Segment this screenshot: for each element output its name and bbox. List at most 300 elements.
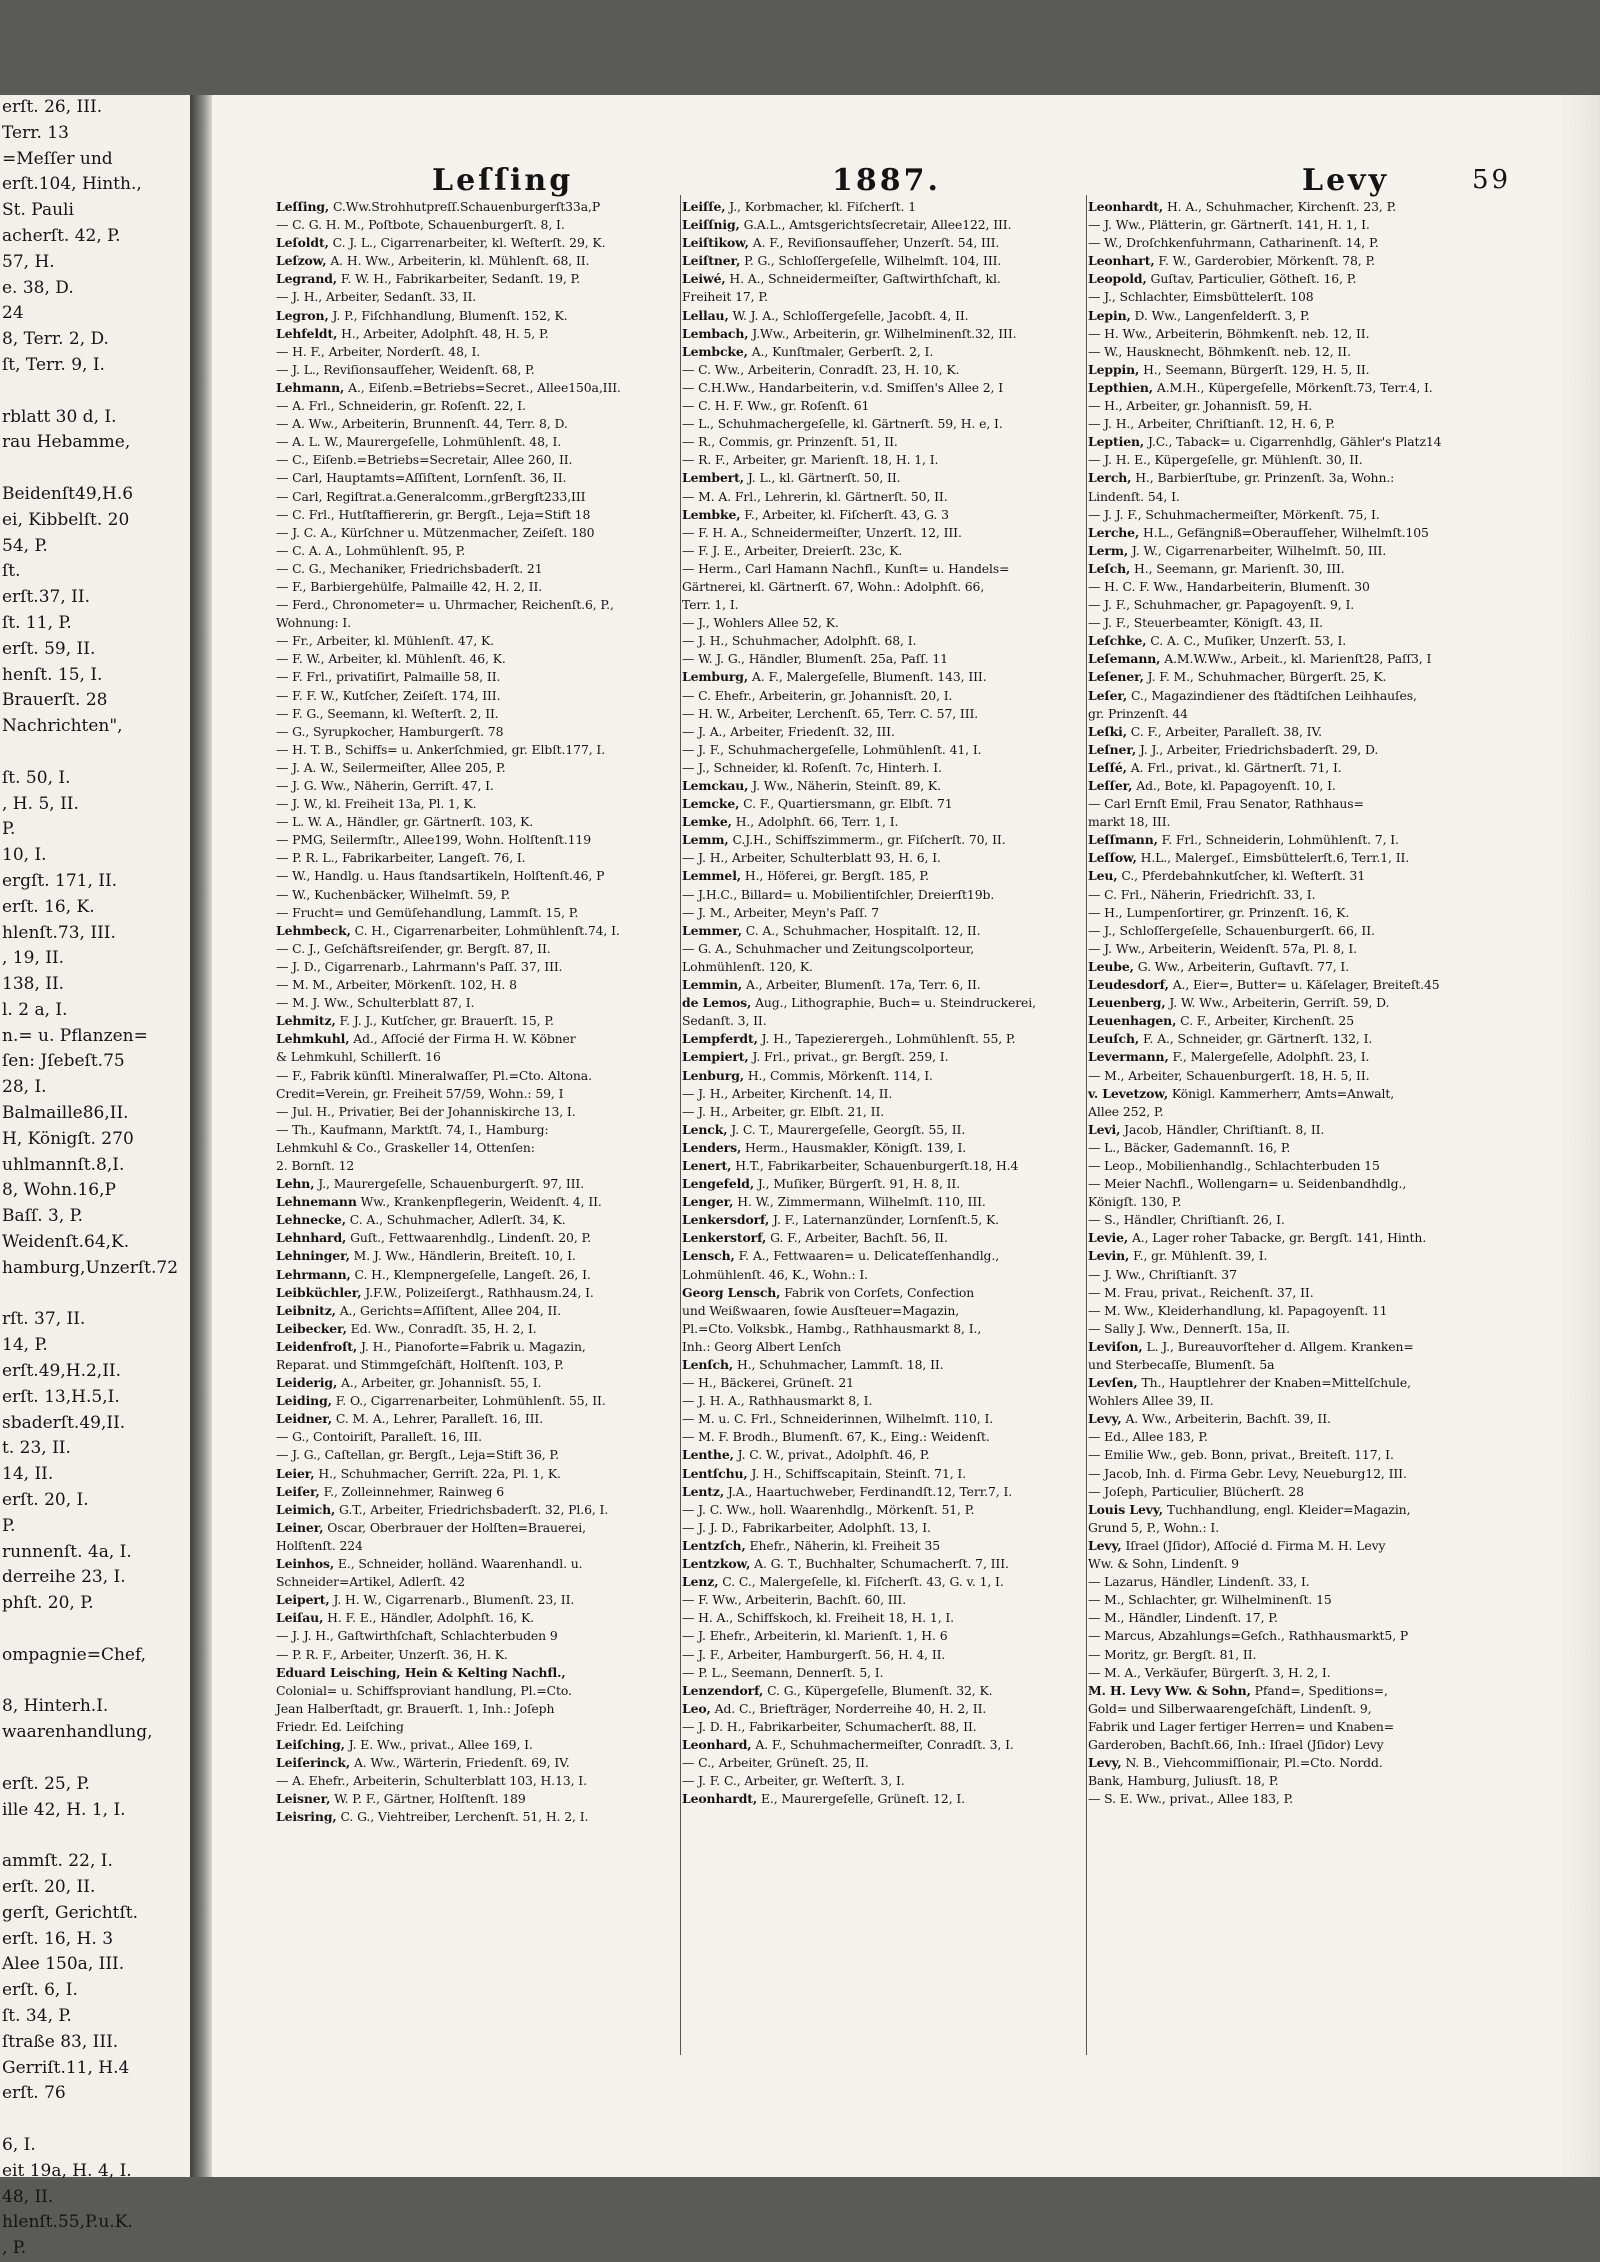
entry-details: — J. J. F., Schuhmachermeiſter, Mörkenſt. 75, I. [1088, 506, 1380, 522]
entry-surname: Leibküchler, [276, 1284, 362, 1300]
entry-surname: Levy, [1088, 1755, 1122, 1771]
prev-page-line: waarenhandlung, [2, 1722, 153, 1743]
entry-details: F. J. J., Kutſcher, gr. Brauerſt. 15, P. [335, 1013, 554, 1029]
entry-surname: Lepthien, [1088, 379, 1154, 395]
directory-entry [276, 325, 678, 343]
directory-entry [682, 469, 1084, 487]
directory-entry [1088, 994, 1508, 1012]
directory-entry [276, 1537, 678, 1555]
entry-surname: Lepin, [1088, 307, 1131, 323]
entry-surname: Lellau, [682, 307, 729, 323]
directory-entry [682, 886, 1084, 904]
prev-page-line: hlenſt.73, III. [2, 922, 116, 943]
entry-details: Ed. Ww., Conradſt. 35, H. 2, I. [346, 1320, 537, 1336]
entry-surname: Leſch, [1088, 560, 1131, 576]
entry-details: Ad., Bote, kl. Papagoyenſt. 10, I. [1132, 778, 1336, 793]
directory-entry [682, 1537, 1084, 1555]
entry-details: — A. Ehefr., Arbeiterin, Schulterblatt 103, H.13, I. [276, 1773, 587, 1789]
directory-entry [682, 1609, 1084, 1627]
directory-entry [682, 1302, 1084, 1320]
entry-surname: Leonhard, [682, 1736, 752, 1752]
prev-page-line: 8, Terr. 2, D. [2, 329, 109, 350]
directory-entry [682, 1555, 1084, 1573]
directory-entry [682, 1320, 1084, 1338]
entry-details: und Weißwaaren, ſowie Ausſteuer=Magazin, [682, 1302, 960, 1318]
entry-details: — G., Syrupkocher, Hamburgerſt. 78 [276, 723, 504, 739]
directory-entry [1088, 759, 1508, 777]
directory-entry [276, 1356, 678, 1374]
directory-entry [1088, 1627, 1508, 1645]
entry-surname: Leidner, [276, 1411, 332, 1427]
directory-entry [682, 1012, 1084, 1030]
entry-details: Th., Hauptlehrer der Knaben=Mittelſchule, [1137, 1375, 1411, 1391]
prev-page-line: 6, I. [2, 2134, 36, 2155]
entry-surname: Leidenfroſt, [276, 1338, 358, 1354]
entry-details: A., Arbeiter, Blumenſt. 17a, Terr. 6, II. [742, 977, 981, 993]
entry-details: — J. C. Ww., holl. Waarenhdlg., Mörkenſt. 51, P. [682, 1501, 975, 1517]
entry-details: Wohnung: I. [276, 615, 352, 631]
directory-entry [1088, 288, 1508, 306]
entry-surname: Lenburg, [682, 1067, 744, 1083]
directory-entry [682, 994, 1084, 1012]
entry-surname: Levſen, [1088, 1375, 1138, 1391]
entry-details: Sedanſt. 3, II. [682, 1013, 767, 1029]
entry-details: — J. Ww., Chriſtianſt. 37 [1088, 1266, 1237, 1282]
directory-entry [682, 976, 1084, 994]
prev-page-line: erſt. 25, P. [2, 1773, 90, 1794]
entry-surname: Leonhart, [1088, 253, 1155, 269]
entry-details: — F. J. E., Arbeiter, Dreierſt. 23c, K. [682, 542, 903, 558]
directory-entry [276, 759, 678, 777]
entry-surname: Leiſtner, [682, 253, 741, 269]
directory-entry [276, 578, 678, 596]
entry-details: A. F., Schuhmachermeiſter, Conradſt. 3, I. [751, 1736, 1014, 1752]
directory-entry [682, 687, 1084, 705]
prev-page-line: erſt. 26, III. [2, 97, 103, 117]
entry-details: — Jacob, Inh. d. Firma Gebr. Levy, Neueburg12, III. [1088, 1465, 1407, 1481]
entry-details: J. H., Schiffscapitain, Steinſt. 71, I. [747, 1465, 967, 1481]
entry-surname: Leſoldt, [276, 235, 329, 251]
entry-details: Garderoben, Bachſt.66, Inh.: Iſrael (Jſidor) Levy [1088, 1736, 1384, 1752]
prev-page-line: Terr. 13 [2, 122, 69, 143]
directory-column-1 [276, 198, 678, 2098]
entry-surname: Leimich, [276, 1501, 336, 1517]
entry-details: Iſrael (Jſidor), Aſſocié d. Firma M. H. Levy [1121, 1537, 1386, 1553]
directory-entry [276, 940, 678, 958]
entry-details: F., Zolleinnehmer, Rainweg 6 [319, 1483, 505, 1499]
prev-page-line: erſt. 59, II. [2, 638, 96, 659]
directory-entry [276, 596, 678, 614]
directory-entry [682, 759, 1084, 777]
directory-entry [1088, 1519, 1508, 1537]
prev-page-line: Balmaille86,II. [2, 1103, 129, 1124]
directory-entry [1088, 632, 1508, 650]
prev-page-line [0, 1746, 190, 1772]
directory-entry [682, 578, 1084, 596]
directory-entry [276, 831, 678, 849]
directory-entry [276, 1446, 678, 1464]
entry-details: A.M.W.Ww., Arbeit., kl. Marienſt28, Paſſ3, I [1160, 651, 1432, 667]
directory-entry [1088, 1410, 1508, 1428]
directory-entry [682, 1700, 1084, 1718]
directory-entry [1088, 325, 1508, 343]
entry-details: E., Schneider, holländ. Waarenhandl. u. [334, 1556, 583, 1572]
entry-details: Reparat. und Stimmgeſchäft, Holſtenſt. 103, P. [276, 1357, 564, 1372]
column-rule [1086, 195, 1087, 2055]
entry-details: — P. R. F., Arbeiter, Unzerſt. 36, H. K. [276, 1646, 508, 1662]
entry-details: C. G., Küpergeſelle, Blumenſt. 32, K. [763, 1682, 993, 1698]
entry-surname: Levy, [1088, 1411, 1122, 1427]
entry-surname: Lemckau, [682, 778, 749, 793]
entry-details: J. Ww., Näherin, Steinſt. 89, K. [748, 778, 941, 793]
directory-entry [682, 723, 1084, 741]
directory-entry [1088, 451, 1508, 469]
entry-surname: Leisner, [276, 1791, 331, 1807]
entry-details: G.T., Arbeiter, Friedrichsbaderſt. 32, Pl.6, I. [335, 1501, 609, 1517]
entry-surname: Leiſching, [276, 1736, 345, 1752]
entry-details: Oscar, Oberbrauer der Holſten=Brauerei, [323, 1519, 586, 1535]
directory-entry [276, 1338, 678, 1356]
directory-entry [682, 1030, 1084, 1048]
entry-details: — H. Ww., Arbeiterin, Böhmkenſt. neb. 12, II. [1088, 325, 1370, 341]
entry-details: Ww., Krankenpflegerin, Weidenſt. 4, II. [356, 1194, 602, 1210]
entry-details: — J., Schlachter, Eimsbüttelerſt. 108 [1088, 289, 1314, 305]
entry-details: — C., Eiſenb.=Betriebs=Secretair, Allee 260, II. [276, 452, 573, 468]
directory-entry [682, 542, 1084, 560]
directory-entry [276, 1627, 678, 1645]
entry-details: — F. Ww., Arbeiterin, Bachſt. 60, III. [682, 1592, 907, 1608]
prev-page-line: 24 [2, 303, 24, 324]
entry-details: G. F., Arbeiter, Bachſt. 56, II. [766, 1230, 948, 1246]
directory-entry [682, 234, 1084, 252]
entry-details: A., Eier=, Butter= u. Käſelager, Breiteſt.45 [1168, 977, 1440, 993]
directory-entry [276, 1266, 678, 1284]
directory-entry [1088, 1465, 1508, 1483]
entry-details: — Ed., Allee 183, P. [1088, 1429, 1208, 1445]
entry-surname: Lehmbeck, [276, 922, 351, 938]
entry-details: W. J. A., Schloſſergeſelle, Jacobſt. 4, II. [728, 307, 969, 323]
previous-page-fragment [0, 95, 193, 2259]
prev-page-line [0, 456, 190, 482]
entry-details: F., Arbeiter, kl. Fiſcherſt. 43, G. 3 [740, 506, 949, 522]
directory-entry [682, 958, 1084, 976]
directory-entry [276, 560, 678, 578]
entry-details: Friedr. Ed. Leiſching [276, 1718, 404, 1734]
entry-surname: Leu, [1088, 868, 1118, 884]
entry-details: — C. G. H. M., Poſtbote, Schauenburgerſt. 8, I. [276, 217, 565, 233]
directory-entry [276, 1718, 678, 1736]
entry-surname: Lenck, [682, 1121, 728, 1137]
directory-entry [682, 451, 1084, 469]
directory-entry [1088, 307, 1508, 325]
entry-details: J. Frl., privat., gr. Bergſt. 259, I. [748, 1049, 949, 1065]
entry-details: Inh.: Georg Albert Lenſch [682, 1338, 841, 1354]
entry-surname: Lengefeld, [682, 1176, 755, 1192]
entry-details: — F. W., Arbeiter, kl. Mühlenſt. 46, K. [276, 651, 506, 667]
prev-page-line: ſen: Jſebeſt.75 [2, 1051, 125, 1072]
entry-details: H.T., Fabrikarbeiter, Schauenburgerſt.18, H.4 [731, 1157, 1019, 1173]
entry-details: — Jul. H., Privatier, Bei der Johanniskirche 13, I. [276, 1103, 576, 1119]
entry-details: J. F. M., Schuhmacher, Bürgerſt. 25, K. [1143, 669, 1387, 685]
directory-entry [1088, 1772, 1508, 1790]
entry-surname: Legrand, [276, 271, 338, 287]
directory-entry [1088, 1392, 1508, 1410]
directory-entry [1088, 1048, 1508, 1066]
entry-details: Fabrik von Corſets, Confection [780, 1284, 975, 1300]
directory-entry [1088, 343, 1508, 361]
directory-entry [682, 1193, 1084, 1211]
entry-surname: Lemke, [682, 814, 732, 830]
directory-entry [682, 361, 1084, 379]
directory-entry [1088, 668, 1508, 686]
prev-page-line: 57, H. [2, 251, 55, 272]
entry-details: J. H., Tapezierergeh., Lohmühlenſt. 55, P. [757, 1031, 1016, 1047]
entry-details: — L., Bäcker, Gademannſt. 16, P. [1088, 1139, 1291, 1155]
directory-entry [1088, 397, 1508, 415]
prev-page-line: sbaderſt.49,II. [2, 1412, 126, 1433]
entry-details: — Fr., Arbeiter, kl. Mühlenſt. 47, K. [276, 633, 495, 649]
entry-details: F. A., Fettwaaren= u. Delicateſſenhandlg., [734, 1248, 1000, 1264]
entry-surname: Levin, [1088, 1248, 1130, 1264]
entry-surname: Lentzkow, [682, 1556, 751, 1572]
prev-page-line: erſt.49,H.2,II. [2, 1361, 122, 1382]
entry-surname: Levy, [1088, 1537, 1122, 1553]
entry-details: C., Pferdebahnkutſcher, kl. Weſterſt. 31 [1117, 868, 1366, 884]
directory-entry [276, 1085, 678, 1103]
directory-entry [1088, 1718, 1508, 1736]
prev-page-line: rſt. 37, II. [2, 1309, 86, 1330]
entry-surname: Lehnecke, [276, 1212, 346, 1228]
entry-details: — Sally J. Ww., Dennerſt. 15a, II. [1088, 1320, 1290, 1336]
directory-entry [682, 632, 1084, 650]
directory-entry [682, 705, 1084, 723]
directory-entry [682, 270, 1084, 288]
directory-entry [276, 542, 678, 560]
entry-surname: Leiwé, [682, 271, 726, 287]
directory-entry [1088, 1591, 1508, 1609]
entry-details: — Herm., Carl Hamann Nachfl., Kunſt= u. Handels= [682, 560, 1010, 576]
directory-entry [682, 614, 1084, 632]
prev-page-line [0, 1617, 190, 1643]
entry-details: — Th., Kaufmann, Marktſt. 74, I., Hamburg: [276, 1121, 549, 1137]
prev-page-line: ſt, Terr. 9, I. [2, 354, 105, 375]
directory-entry [276, 958, 678, 976]
directory-entry [276, 1519, 678, 1537]
directory-entry [1088, 1121, 1508, 1139]
directory-entry [276, 1646, 678, 1664]
entry-details: A. H. Ww., Arbeiterin, kl. Mühlenſt. 68, II. [326, 253, 590, 269]
entry-details: C. F., Arbeiter, Kirchenſt. 25 [1176, 1013, 1354, 1029]
directory-entry [682, 397, 1084, 415]
entry-details: J., Maurergeſelle, Schauenburgerſt. 97, III. [314, 1176, 585, 1192]
entry-details: — C. A. A., Lohmühlenſt. 95, P. [276, 542, 466, 558]
directory-entry [1088, 1030, 1508, 1048]
directory-entry [276, 668, 678, 686]
entry-surname: Lenz, [682, 1574, 719, 1590]
prev-page-line: =Meſſer und [2, 148, 113, 169]
directory-entry [1088, 1573, 1508, 1591]
prev-page-line: erſt. 20, II. [2, 1876, 96, 1897]
entry-surname: Leptien, [1088, 434, 1145, 450]
entry-details: W. P. F., Gärtner, Holſtenſt. 189 [330, 1791, 526, 1807]
directory-entry [276, 904, 678, 922]
directory-entry [276, 252, 678, 270]
directory-entry [276, 1573, 678, 1591]
directory-entry [682, 940, 1084, 958]
entry-surname: Lempferdt, [682, 1031, 758, 1047]
directory-entry [1088, 1374, 1508, 1392]
directory-entry [682, 343, 1084, 361]
entry-details: — C. G., Mechaniker, Friedrichsbaderſt. 21 [276, 560, 543, 576]
entry-details: F. W. H., Fabrikarbeiter, Sedanſt. 19, P. [337, 271, 581, 287]
entry-details: M. J. Ww., Händlerin, Breiteſt. 10, I. [349, 1248, 576, 1264]
directory-entry [276, 1501, 678, 1519]
directory-entry [276, 397, 678, 415]
prev-page-line: phſt. 20, P. [2, 1593, 94, 1614]
directory-entry [682, 1772, 1084, 1790]
entry-details: J.C., Taback= u. Cigarrenhdlg, Gähler's Platz14 [1144, 434, 1442, 450]
entry-surname: Lenſch, [682, 1357, 734, 1372]
entry-details: A. G. T., Buchhalter, Schumacherſt. 7, III. [750, 1556, 1009, 1572]
entry-surname: Leſſow, [1088, 850, 1137, 866]
entry-surname: Lentſchu, [682, 1465, 748, 1481]
directory-entry [682, 1103, 1084, 1121]
entry-details: — C. Ehefr., Arbeiterin, gr. Johannisſt. 20, I. [682, 687, 953, 703]
entry-surname: Leier, [276, 1465, 315, 1481]
entry-surname: Lehmann, [276, 379, 345, 395]
entry-surname: Lenthe, [682, 1447, 734, 1463]
directory-entry [1088, 1537, 1508, 1555]
entry-surname: Lentz, [682, 1483, 725, 1499]
prev-page-line [0, 1669, 190, 1695]
entry-details: — J. F., Schuhmachergeſelle, Lohmühlenſt. 41, I. [682, 741, 982, 757]
directory-entry [1088, 1247, 1508, 1265]
directory-entry [682, 379, 1084, 397]
entry-surname: Lentzſch, [682, 1537, 746, 1553]
entry-details: — W., Kuchenbäcker, Wilhelmſt. 59, P. [276, 886, 511, 902]
directory-entry [276, 1284, 678, 1302]
prev-page-line: 8, Hinterh.I. [2, 1696, 109, 1717]
entry-details: F. O., Cigarrenarbeiter, Lohmühlenſt. 55, II. [331, 1393, 606, 1409]
directory-entry [682, 1465, 1084, 1483]
directory-entry [276, 687, 678, 705]
entry-details: A. F., Malergeſelle, Blumenſt. 143, III. [748, 669, 987, 685]
directory-entry [682, 1718, 1084, 1736]
column-rule [680, 195, 681, 2055]
directory-entry [682, 813, 1084, 831]
entry-details: — Meier Nachfl., Wollengarn= u. Seidenbandhdlg., [1088, 1176, 1407, 1192]
directory-entry [276, 1609, 678, 1627]
prev-page-line: Nachrichten", [2, 716, 123, 737]
directory-entry [1088, 1790, 1508, 1808]
entry-surname: Leſner, [1088, 741, 1137, 757]
entry-details: — PMG, Seilermſtr., Allee199, Wohn. Holſtenſt.119 [276, 832, 591, 848]
directory-entry [276, 1103, 678, 1121]
directory-entry [682, 524, 1084, 542]
entry-surname: Leipert, [276, 1592, 330, 1608]
directory-entry [682, 415, 1084, 433]
entry-surname: Lempiert, [682, 1049, 749, 1065]
entry-details: — F. G., Seemann, kl. Weſterſt. 2, II. [276, 705, 499, 721]
entry-details: A. Ww., Wärterin, Friedenſt. 69, IV. [350, 1755, 570, 1771]
entry-details: J. W., Cigarrenarbeiter, Wilhelmſt. 50, III. [1128, 542, 1387, 558]
directory-entry [1088, 1446, 1508, 1464]
entry-details: J.F.W., Polizeiſergt., Rathhausm.24, I. [361, 1284, 594, 1300]
entry-details: — Emilie Ww., geb. Bonn, privat., Breiteſt. 117, I. [1088, 1447, 1394, 1463]
entry-details: G. Ww., Arbeiterin, Guſtavſt. 77, I. [1133, 958, 1350, 974]
directory-entry [1088, 216, 1508, 234]
directory-entry [1088, 1139, 1508, 1157]
entry-details: H. A., Schneidermeiſter, Gaſtwirthſchaft, kl. [725, 271, 1001, 287]
entry-surname: Lerche, [1088, 524, 1140, 540]
directory-entry [276, 524, 678, 542]
directory-entry [1088, 1338, 1508, 1356]
entry-details: J. C. T., Maurergeſelle, Georgſt. 55, II. [727, 1121, 966, 1137]
entry-details: — M. J. Ww., Schulterblatt 87, I. [276, 995, 475, 1011]
entry-surname: Leiderig, [276, 1375, 338, 1391]
book-gutter [190, 95, 212, 2177]
entry-details: C. A., Schuhmacher, Adlerſt. 34, K. [345, 1212, 566, 1228]
entry-details: — F. H. A., Schneidermeiſter, Unzerſt. 12, III. [682, 524, 962, 540]
directory-entry [682, 488, 1084, 506]
entry-details: C. G., Viehtreiber, Lerchenſt. 51, H. 2, I. [336, 1809, 589, 1825]
directory-entry [1088, 1085, 1508, 1103]
entry-surname: Louis Levy, [1088, 1501, 1164, 1517]
prev-page-line: uhlmannſt.8,I. [2, 1154, 125, 1175]
entry-surname: Lenders, [682, 1139, 742, 1155]
entry-details: F. A., Schneider, gr. Gärtnerſt. 132, I. [1139, 1031, 1373, 1047]
directory-entry [1088, 1211, 1508, 1229]
prev-page-line: P. [2, 819, 16, 840]
entry-details: — R., Commis, gr. Prinzenſt. 51, II. [682, 434, 898, 450]
entry-details: Schneider=Artikel, Adlerſt. 42 [276, 1574, 466, 1590]
entry-details: — J. F., Schuhmacher, gr. Papagoyenſt. 9, I. [1088, 597, 1355, 613]
entry-details: — J. W., kl. Freiheit 13a, Pl. 1, K. [276, 796, 477, 812]
directory-entry [682, 506, 1084, 524]
entry-details: C. A., Schuhmacher, Hospitalſt. 12, II. [741, 922, 981, 938]
directory-entry [1088, 1428, 1508, 1446]
entry-surname: Lehrmann, [276, 1266, 351, 1282]
entry-details: J., Korbmacher, kl. Fiſcherſt. 1 [725, 199, 916, 214]
entry-details: — H. F., Arbeiter, Norderſt. 48, I. [276, 343, 481, 359]
directory-entry [682, 1428, 1084, 1446]
entry-surname: Leiſerinck, [276, 1755, 351, 1771]
entry-surname: Legron, [276, 307, 329, 323]
directory-entry [276, 1211, 678, 1229]
directory-entry [1088, 904, 1508, 922]
entry-details: — G., Contoiriſt, Paralleſt. 16, III. [276, 1429, 482, 1445]
entry-details: C. J. L., Cigarrenarbeiter, kl. Weſterſt. 29, K. [328, 235, 606, 251]
entry-details: — J. H. E., Küpergeſelle, gr. Mühlenſt. 30, II. [1088, 452, 1363, 468]
entry-details: 2. Bornſt. 12 [276, 1157, 355, 1173]
directory-entry [276, 1229, 678, 1247]
entry-details: — H. T. B., Schiffs= u. Ankerſchmied, gr. Elbſt.177, I. [276, 741, 606, 757]
entry-surname: Leiſſe, [682, 199, 726, 214]
directory-entry [1088, 252, 1508, 270]
entry-surname: M. H. Levy Ww. & Sohn, [1088, 1682, 1251, 1698]
entry-details: Ad. C., Briefträger, Norderreihe 40, H. 2, II. [710, 1700, 987, 1716]
entry-details: — Marcus, Abzahlungs=Geſch., Rathhausmarkt5, P [1088, 1628, 1409, 1644]
entry-details: — L. W. A., Händler, gr. Gärtnerſt. 103, K. [276, 814, 534, 830]
prev-page-line: acherſt. 42, P. [2, 225, 121, 246]
entry-details: Credit=Verein, gr. Freiheit 57/59, Wohn.: 59, I [276, 1085, 564, 1101]
entry-surname: Levi, [1088, 1121, 1121, 1137]
prev-page-line: t. 23, II. [2, 1438, 71, 1459]
directory-entry [1088, 1664, 1508, 1682]
entry-details: — J. D., Cigarrenarb., Lahrmann's Paſſ. 37, III. [276, 958, 563, 974]
entry-surname: Leppin, [1088, 361, 1140, 377]
directory-entry [276, 849, 678, 867]
